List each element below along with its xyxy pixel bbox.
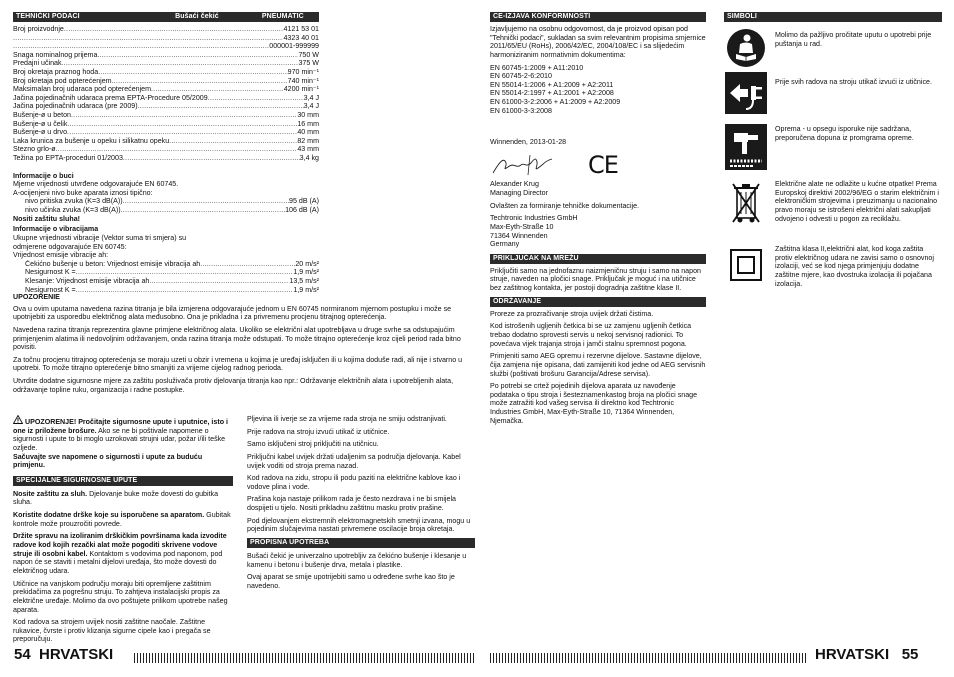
special-safety-header: SPECIJALNE SIGURNOSNE UPUTE (13, 476, 233, 486)
dot-leader (138, 102, 304, 111)
text-line: Ukupne vrijednosti vibracije (Vektor suma tri smjera) su (13, 233, 187, 242)
symbol-row: Oprema - u opsegu isporuke nije sadržana, preporučena dopuna iz promgrama opreme. (724, 123, 942, 179)
spec-value: 30 mm (297, 110, 319, 119)
text-line: Po potrebi se crtež pojedinih dijelova aparata uz navođenje podataka o tipu stroja i šesteznamenkastog broja na pločici snage može zatražiti kod vašeg servisa ili direktno kod Techtronic Industries GmbH, Max-Eyth-Straße 10, 71364 Winnenden, Njemačka. (490, 382, 698, 425)
spec-row (13, 94, 319, 103)
spec-label: Stezno grlo-ø (13, 145, 56, 154)
spec-row (25, 268, 319, 277)
text-line: EN 55014-1:2006 + A1:2009 + A2:2011 (490, 80, 614, 89)
spec-value: 1,9 m/s² (293, 285, 319, 294)
spec-value: 3,4 J (303, 102, 319, 111)
spec-row (13, 128, 319, 137)
dot-leader (62, 59, 299, 68)
ce-mark: CE (588, 151, 618, 180)
spec-value: 1,9 m/s² (293, 268, 319, 277)
dot-leader (123, 197, 289, 206)
spec-label: Klesanje: Vrijednost emisije vibracija ah (25, 277, 150, 285)
page-number-right: HRVATSKI 55 (815, 646, 919, 663)
paragraph (13, 532, 233, 575)
paragraph-text: Kod radova sa strojem uvijek nositi zaštitne naočale. Zaštitne rukavice, čvrste i protiv klizanja sigurne cipele kao i pregača se preporučuju. (13, 618, 211, 644)
ce-header: CE-IZJAVA KONFORMNOSTI (490, 12, 706, 22)
text-line: Pod djelovanjem ekstremnih elektromagnetskih smetnji izvana, mogu u pojedinim slučajevima nastati privremene oscilacije broja okretaja. (247, 516, 471, 534)
maintenance-header: ODRŽAVANJE (490, 297, 706, 307)
paragraph (13, 580, 233, 615)
spec-row (13, 25, 319, 34)
spec-value: 4121 53 01 (283, 25, 319, 33)
text-line: Prašina koja nastaje prilikom rada je često nezdrava i ne bi smijela dospijeti u tijelo. Nositi prikladnu zaštitnu masku protiv prašine. (247, 495, 456, 513)
read-manual-icon (724, 28, 768, 68)
spec-row (25, 277, 319, 286)
spec-list (13, 25, 319, 163)
paragraph-text: Djelovanje buke može dovesti do gubitka sluha. (13, 489, 219, 507)
text-line: Proreze za prozračivanje stroja uvijek držati čistima. (490, 309, 654, 318)
spec-label: Težina po EPTA-proceduri 01/2003 (13, 153, 123, 162)
text-line: Za točnu procjenu titrajnog opterećenja se moraju uzeti u obzir i vremena u kojima je uređaj isključen ili u kojima doduše radi, ali nije i stvarno u upotrebi. To može titrajno opterećenje bitno smanjiti za vrijeme cijelog radnog perioda. (13, 355, 463, 373)
text-line: EN 60745-2-6:2010 (490, 72, 552, 81)
text-line: EN 60745-1:2009 + A11:2010 (490, 63, 584, 72)
text-line: 71364 Winnenden (490, 231, 548, 240)
spec-row (13, 51, 319, 60)
spec-value: 16 mm (297, 119, 319, 128)
dot-leader (208, 94, 304, 103)
spec-row (13, 120, 319, 129)
dot-leader (112, 77, 288, 86)
dot-leader (67, 120, 297, 129)
ce-column: CE-IZJAVA KONFORMNOSTI Izjavljujemo na osobnu odgovornost, da je proizvod opisan pod "Tehnički podaci", sukladan sa svim relevantnim propisima smjernice 2011/65/EU (RoHs), 2006/42/EC, 2004/108/EC i sa slijedećim harmoniziranim normativnim dokumentima: EN 60745-1:2009 + A11:2010 EN 60745-2-6:2010 EN 55014-1:2006 + A1:2009 + A2:2011 EN 55014-2:1997 + A1:2001 + A2:2008 EN 61000-3-2:2006 + A1:2009 + A2:2009 EN 61000-3-3:2008 Winnenden, 2013-01-28 CE Alexander Krug Managing Director Ovlašten za formiranje tehničke dokumentacije. Techtronic Industries GmbH Max-Eyth-Straße 10 71364 Winnenden Germany PRIKLJUČAK NA MREŽU Priključiti samo na jednofaznu naizmjeničnu struju i samo na napon struje, naveden na pločici snage. Priključak je moguć i na utičnice bez zaštitnog kontakta, jer postoji dogradnja zaštitne klase II. ODRŽAVANJE Proreze za prozračivanje stroja uvijek držati čistima. Kod istrošenih ugljenih četkica bi se uz zamjenu ugljenih četkica trebao dodatno sprovesti servis u nekoj servisnoj radionici. To povećava vijek trajanja stroja i jamči stalnu spremnost pogona. Primjeniti samo AEG opremu i rezervne dijelove. Sastavne dijelove, čija zamjena nije opisana, dati zamijeniti kod jedne od AEG servisnih službi (poštivati brošuru Garancija/Adrese servisa). Po potrebi se crtež pojedinih dijelova aparata uz navođenje podataka o tipu stroja i šesteznamenkastog broja na pločici snage može zatražiti kod vašeg servisa ili direktno kod Techtronic Industries GmbH, Max-Eyth-Straße 10, 71364 Winnenden, Njemačka. (490, 13, 706, 425)
symbol-row: Električne alate ne odlažite u kućne otpatke! Prema Europskoj direktivi 2002/96/EG o starim električnim i elektroničkim strojevima i preuzimanju u nacionalno pravo moraju se istrošeni električni alati sakupljati odvojeno i odvesti u pogon za reciklažu. (724, 179, 942, 245)
symbols-column (724, 12, 942, 295)
paragraph-text: Gubitak kontrole može prouzročiti povrede. (13, 511, 231, 528)
dot-leader (67, 128, 297, 137)
tech-data-header: TEHNIČKI PODACI Bušaći čekić PNEUMATIC 3500 (13, 12, 319, 22)
paragraph-text: Utičnice na vanjskom području moraju biti opremljene zaštitnim prekidačima za pogrešnu struju. To zahtjeva instalacijski propis za električne uređaje. Molimo da ovo poštujete prilikom upotrebe našeg aparata. (13, 579, 228, 614)
text-line: EN 55014-2:1997 + A1:2001 + A2:2008 (490, 89, 614, 98)
text-line: Prije radova na stroju izvući utikač iz utičnice. (247, 427, 390, 436)
mains-header: PRIKLJUČAK NA MREŽU (490, 254, 706, 264)
spec-label: Broj proizvodnje (13, 25, 64, 33)
spec-row (13, 85, 319, 94)
text-line: Kod istrošenih ugljenih četkica bi se uz zamjenu ugljenih četkica trebao dodatno sprovesti servis u nekoj servisnoj radionici. To povećava vijek trajanja stroja i jamči stalnu spremnost pogona. (490, 322, 692, 348)
spec-value: 740 min⁻¹ (287, 76, 319, 85)
spec-value: 95 dB (A) (289, 197, 319, 206)
spec-value: 4323 40 01 (283, 33, 319, 42)
spec-value: 43 mm (297, 145, 319, 154)
dot-leader (13, 42, 269, 51)
paragraph-text: Kontaktom s vodovima pod naponom, pod napon će se staviti i metalni dijelovi uređaja, što može dovesti do električnog udara. (13, 549, 223, 575)
symbol-row: Molimo da pažljivo pročitate uputu o upotrebi prije puštanja u rad. (724, 28, 942, 73)
spec-label: Snaga nominalnog prijema (13, 50, 98, 59)
spec-label: Bušenje-ø u beton (13, 110, 71, 119)
dot-leader (151, 85, 284, 94)
spec-row (13, 59, 319, 68)
bold-lead: Nosite zaštitu za sluh. (13, 489, 88, 498)
warning-title: UPOZORENIE (13, 293, 60, 301)
safety-warning: UPOZORENJE! Pročitajte sigurnosne upute i uputnice, isto i one iz priložene brošure. Ako se ne bi poštivale napomene o sigurnosti i upute to bi moglo uzrokovati strujni udar, požar i/ili teške ozljede. Sačuvajte sve napomene o sigurnosti i upute za buduću primjenu. (13, 415, 233, 470)
bold-lead: Koristite dodatne drške koje su isporučene sa aparatom. (13, 511, 205, 520)
text-line: Ova u ovim uputama navedena razina titranja je bila izmjerena odgovarajuće jednom u EN 60745 normiranom mjernom postupku i može se upotrijebiti za usporedbu električnog alata međusobno. Ona je prikladna i za privremenu procjenu titrajnog opterećenja. (13, 304, 452, 322)
text-line: Utvrdite dodatne sigurnosne mjere za zaštitu posluživača protiv djelovanja titranja kao npr.: Održavanje električnih alata i upotrebljenih alata, održavanje topline ruku, organizacija i radne postupke. (13, 377, 454, 394)
text-line: Vrijednost emisije vibracije ah: (13, 251, 109, 260)
dot-leader (123, 154, 300, 163)
text-line: Kod radova na zidu, stropu ili podu paziti na električne kablove kao i vodove plina i vode. (247, 474, 461, 491)
spec-label: nivo pritiska zvuka (K=3 dB(A)) (25, 197, 123, 206)
bold-lead: Držite spravu na izoliranim drškičkim površinama kada izvodite radove kod kojih rezački alat može pogoditi skrivene vodove struje ili osobni kabel. (13, 532, 227, 558)
weee-bin-icon (724, 179, 768, 227)
spec-row (13, 102, 319, 111)
spec-label: Predajni učinak (13, 59, 62, 68)
class-ii-icon (724, 245, 768, 285)
footer-stripe-left (134, 653, 476, 663)
dot-leader (169, 137, 297, 146)
dot-leader (71, 111, 297, 120)
spec-row (13, 68, 319, 77)
usage-column (247, 415, 475, 595)
noise-section: Informacije o buci Mjerne vrijednosti utvrđene odgovarajuće EN 60745. A-ocijenjeni nivo buke aparata iznosi tipično: nivo pritiska zvuka (K=3 dB(A)) ..... 95 dB (A) nivo učinka zvuka (K=3 dB(A)) ..... 106 dB (A) Nositi zaštitu sluha! (13, 172, 319, 224)
spec-label: Broj okretaja pod opterećenjem (13, 76, 112, 85)
spec-label: Nesigurnost K = (25, 268, 76, 277)
spec-label: Čekićno bušenje u beton: Vrijednost emisije vibracija ah (25, 259, 201, 268)
spec-row (13, 137, 319, 146)
spec-row (13, 34, 319, 43)
signature-image (490, 153, 560, 179)
spec-value: 4200 min⁻¹ (283, 85, 319, 94)
dot-leader (121, 206, 285, 215)
dot-leader (64, 25, 284, 34)
spec-label: Nesigurnost K = (25, 285, 76, 294)
warning-section (13, 293, 475, 398)
spec-value: 970 min⁻¹ (287, 67, 319, 76)
spec-label: Bušenje-ø u drvo (13, 128, 68, 137)
dot-leader (98, 68, 287, 77)
spec-value: 3,4 kg (299, 153, 319, 162)
text-line: Max-Eyth-Straße 10 (490, 222, 554, 231)
safety-column (13, 415, 233, 648)
spec-value: 13,5 m/s² (289, 277, 319, 285)
spec-label: Jačina pojedinačnih udaraca (pre 2009) (13, 102, 138, 111)
paragraph (13, 490, 233, 507)
symbols-header: SIMBOLI (724, 12, 942, 22)
text-line: Ovaj aparat se smije upotrijebiti samo u određene svrhe kao što je navedeno. (247, 573, 455, 590)
text-line: Priključni kabel uvijek držati udaljenim sa područja djelovanja. Kabel uvijek voditi od stroja prema nazad. (247, 452, 461, 470)
text-line: Pljevina ili iverje se za vrijeme rada stroja ne smiju odstranjivati. (247, 415, 447, 423)
text-line: Mjerne vrijednosti utvrđene odgovarajuće EN 60745. (13, 180, 179, 189)
symbol-row: Prije svih radova na stroju utikač izvući iz utičnice. (724, 73, 942, 123)
text-line: EN 61000-3-3:2008 (490, 106, 552, 115)
warning-triangle-icon (13, 418, 25, 426)
spec-value: 106 dB (A) (285, 206, 319, 215)
spec-value: 000001-999999 (269, 42, 319, 51)
page-number-left: 54 HRVATSKI (14, 646, 114, 663)
paragraph (13, 511, 233, 528)
spec-value: 375 W (298, 59, 319, 68)
spec-row (13, 42, 319, 51)
spec-value: 82 mm (297, 136, 319, 145)
text-line: Bušaći čekić je univerzalno upotrebljiv za čekićno bušenje i klesanje u kamenu i betonu i bušenje drva, metala i plastike. (247, 552, 467, 569)
spec-column (13, 12, 319, 294)
text-line: Navedena razina titranja reprezentira glavne primjene električnog alata. Ukoliko se električni alat upotrebljava u druge svrhe sa odstupajućim primjenjenim alatima ili nedovoljnim održavanjem, onda razina titranja može odstupati. To može titrajno opterećenje kroz cijeli period rada bitno povisiti. (13, 325, 461, 352)
vibration-section: Informacije o vibracijama Ukupne vrijednosti vibracije (Vektor suma tri smjera) su odmjerene odgovarajuće EN 60745: Vrijednost emisije vibracije ah: Čekićno bušenje u beton: Vrijednost emisije vibracija ah ..... 20 m/s² Nesigurnost K = ..... 1,9 m/s² Klesanje: Vrijednost emisije vibracija ah ..... 13,5 m/s² Nesigurnost K = ..... 1,9 m/s² (13, 225, 319, 294)
dot-leader (200, 260, 295, 269)
spec-value: 750 W (298, 50, 319, 59)
spec-label: Broj okretaja praznog hoda (13, 67, 99, 76)
text-line: Techtronic Industries GmbH (490, 214, 578, 223)
spec-label: Jačina pojedinačnih udaraca prema EPTA-Procedure 05/2009 (13, 93, 208, 102)
spec-row (13, 145, 319, 154)
spec-row (13, 154, 319, 163)
dot-leader (76, 268, 294, 277)
footer-stripe-right (490, 653, 808, 663)
spec-row (25, 197, 319, 206)
paragraph (13, 618, 233, 644)
spec-label: Bušenje-ø u čelik (13, 119, 68, 128)
dot-leader (13, 34, 283, 43)
text-line: odmjerene odgovarajuće EN 60745: (13, 242, 127, 251)
spec-row (25, 260, 319, 269)
spec-value: 20 m/s² (295, 259, 319, 268)
spec-value: 3,4 J (303, 93, 319, 102)
accessories-icon (724, 123, 768, 171)
dot-leader (149, 277, 289, 286)
spec-row (13, 77, 319, 86)
spec-label: Laka krunica za bušenje u opeku i silikatnu opeku (13, 136, 170, 145)
text-line: Samo isključeni stroj priključiti na utičnicu. (247, 440, 379, 449)
text-line: EN 61000-3-2:2006 + A1:2009 + A2:2009 (490, 98, 621, 107)
text-line: A-ocijenjeni nivo buke aparata iznosi tipično: (13, 188, 153, 197)
spec-label: Maksimalan broj udaraca pod opterećenjem (13, 85, 152, 94)
dot-leader (56, 145, 298, 154)
symbol-row: Zaštitna klasa II,električni alat, kod koga zaštita protiv električnog udara ne zavisi samo o osnovnoj izolaciji, već se kod njega primjenjuju dodatne zaštitne mjere, kao dvostruka izolacija ili pojačana izolacija. (724, 245, 942, 295)
spec-value: 40 mm (297, 128, 319, 137)
usage-header: PROPISNA UPOTREBA (247, 538, 475, 548)
dot-leader (97, 51, 298, 60)
spec-row (13, 111, 319, 120)
text-line: Germany (490, 240, 520, 249)
spec-label: nivo učinka zvuka (K=3 dB(A)) (25, 206, 121, 215)
text-line: Primjeniti samo AEG opremu i rezervne dijelove. Sastavne dijelove, čija zamjena nije opisana, dati zamijeniti kod jedne od AEG servisnih službi (poštivati brošuru Garancija/Adrese servisa). (490, 352, 706, 378)
spec-row (25, 206, 319, 215)
unplug-icon (724, 73, 768, 113)
